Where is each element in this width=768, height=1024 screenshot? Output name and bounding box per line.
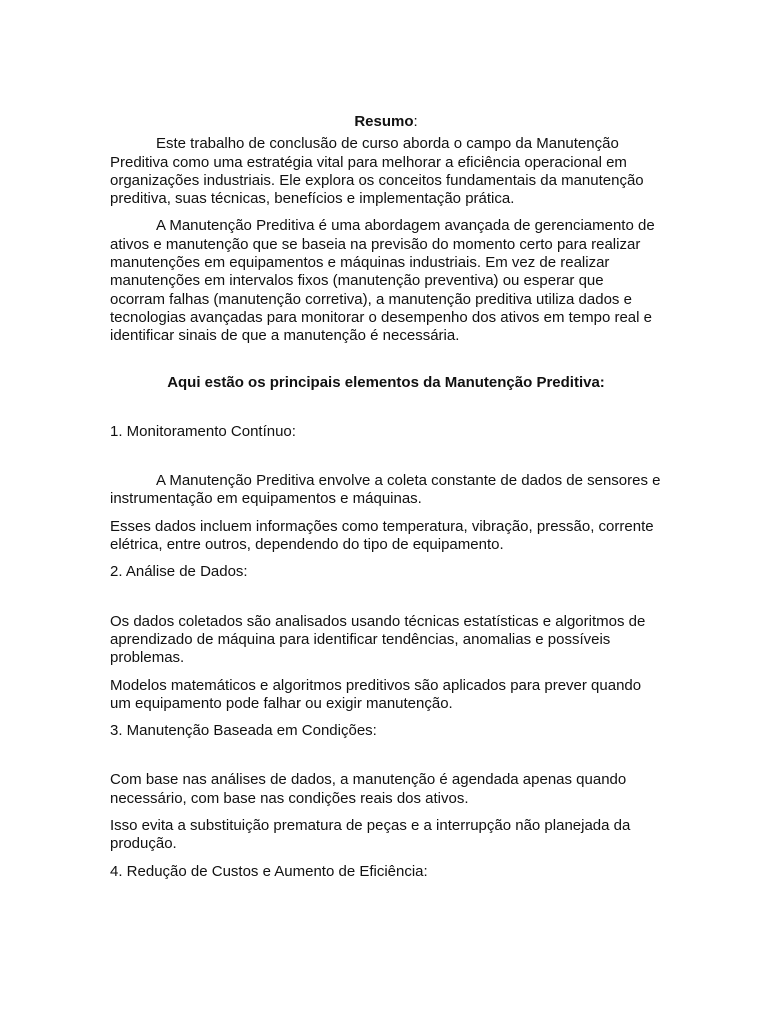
title-bold: Resumo	[354, 113, 414, 130]
elements-heading: Aqui estão os principais elementos da Manutenção Preditiva:	[167, 373, 605, 391]
section-1-paragraph-2: Esses dados incluem informações como temperatura, vibração, pressão, corrente elétrica, entre outros, dependendo do tipo de equipamento.	[110, 517, 654, 554]
spacer	[110, 441, 662, 460]
intro-paragraph-1: Este trabalho de conclusão de curso aborda o campo da Manutenção Preditiva como uma estratégia vital para melhorar a eficiência operacional em organizações industriais. Ele explora os conceitos fundamentais da manutenção preditiva, suas técnicas, benefícios e implementação prática.	[110, 135, 644, 208]
spacer	[110, 392, 662, 411]
section-2-heading: 2. Análise de Dados:	[110, 563, 248, 581]
spacer	[110, 759, 662, 771]
section-1-heading: 1. Monitoramento Contínuo:	[110, 422, 296, 440]
document-title	[110, 113, 662, 131]
section-3-heading: 3. Manutenção Baseada em Condições:	[110, 722, 377, 740]
section-3-paragraph-1: Com base nas análises de dados, a manutenção é agendada apenas quando necessário, com base nas condições reais dos ativos.	[110, 771, 627, 807]
spacer	[110, 460, 662, 472]
title-suffix: :	[413, 113, 418, 130]
spacer	[110, 582, 662, 601]
section-2-paragraph-1: Os dados coletados são analisados usando técnicas estatísticas e algoritmos de aprendizado de máquina para identificar tendências, anomalias e possíveis problemas.	[110, 612, 646, 667]
document-page	[110, 113, 662, 881]
spacer	[110, 411, 662, 423]
section-4-heading: 4. Redução de Custos e Aumento de Eficiência:	[110, 862, 428, 880]
section-3-paragraph-2: Isso evita a substituição prematura de peças e a interrupção não planejada da produção.	[110, 817, 631, 853]
spacer	[110, 740, 662, 759]
section-1-paragraph-1: A Manutenção Preditiva envolve a coleta constante de dados de sensores e instrumentação em equipamentos e máquinas.	[110, 472, 661, 508]
section-2-paragraph-2: Modelos matemáticos e algoritmos preditivos são aplicados para prever quando um equipamento pode falhar ou exigir manutenção.	[110, 676, 642, 712]
spacer	[110, 601, 662, 613]
intro-paragraph-2: A Manutenção Preditiva é uma abordagem avançada de gerenciamento de ativos e manutenção que se baseia na previsão do momento certo para realizar manutenções em equipamentos e máquinas industriais. Em vez de realizar manutenções em intervalos fixos (manutenção preventiva) ou esperar que ocorram falhas (manutenção corretiva), a manutenção preditiva utiliza dados e tecnologias avançadas para monitorar o desempenho dos ativos em tempo real e identificar sinais de que a manutenção é necessária.	[110, 217, 655, 345]
spacer	[110, 355, 662, 374]
